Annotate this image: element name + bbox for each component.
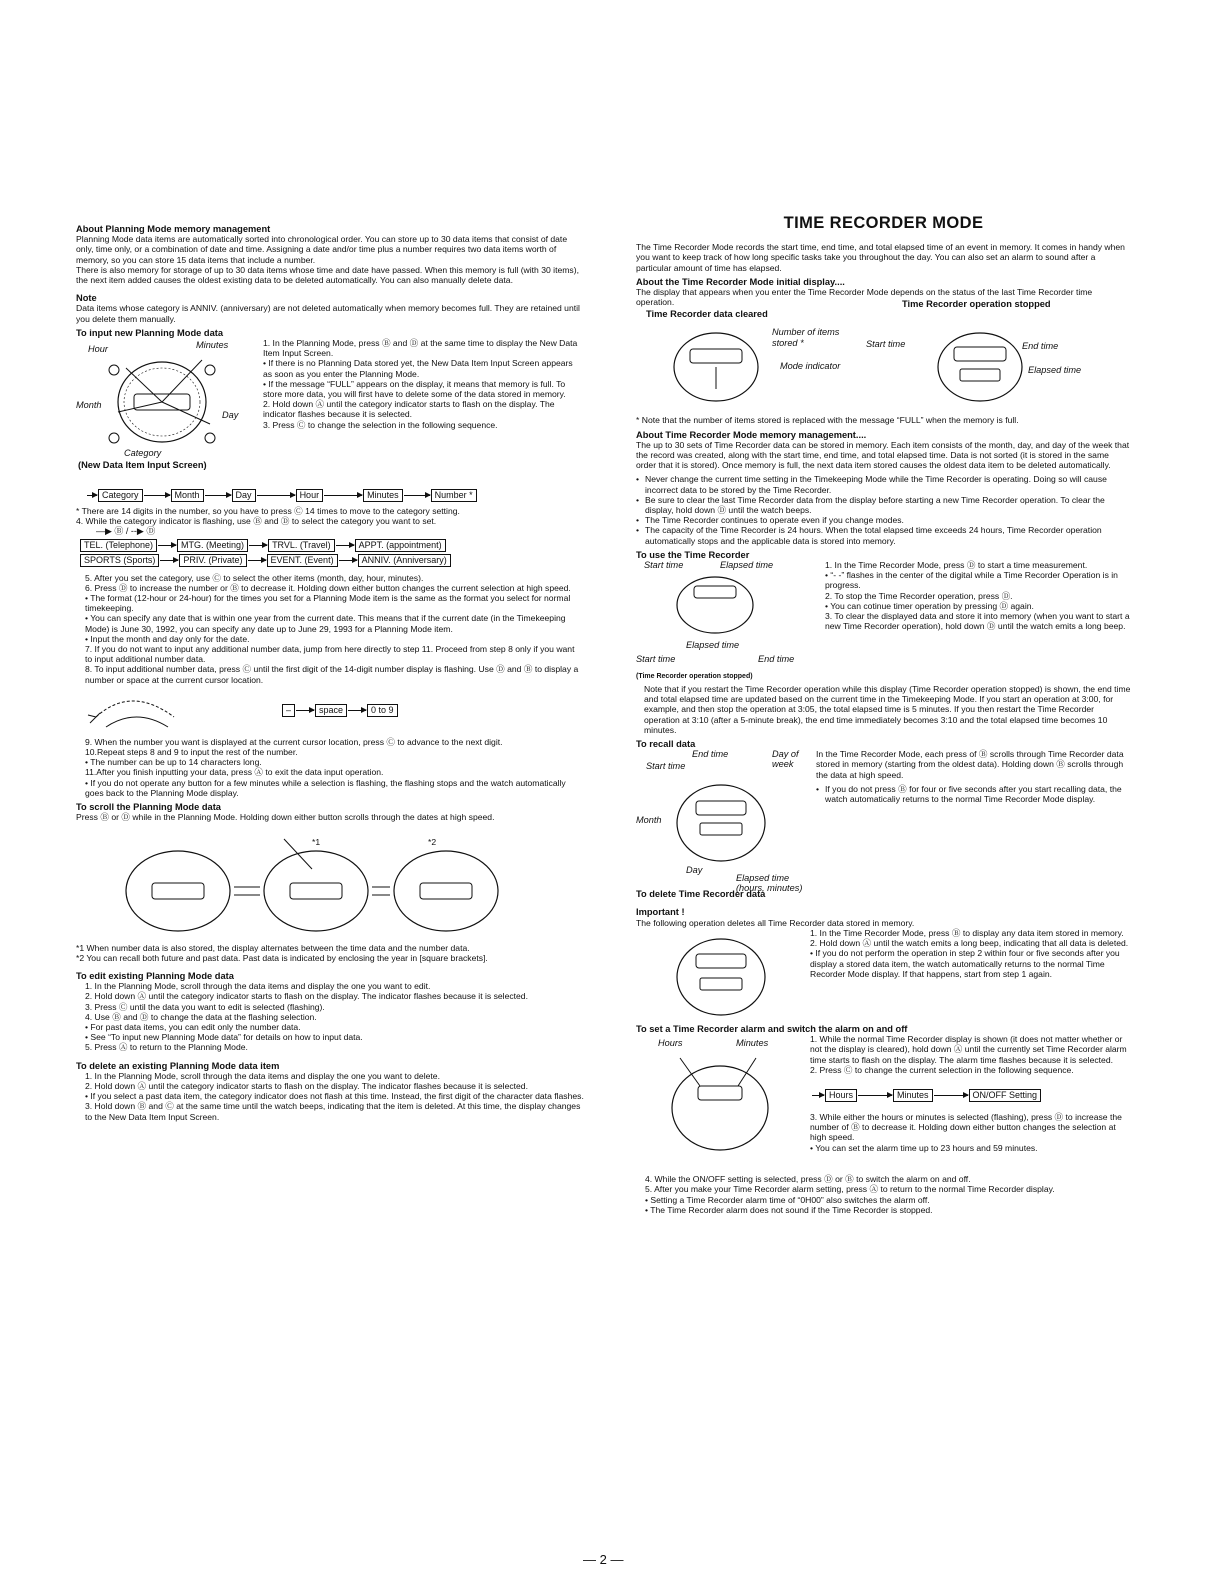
scroll-mark-1: *1	[312, 836, 321, 847]
input-heading: To input new Planning Mode data	[76, 327, 224, 338]
seq-month: Month	[171, 489, 204, 502]
list-item: • If you do not press Ⓑ for four or five seconds after you start recalling data, the watch automaticaliy returns to the normal Time Recorder Mode display.	[816, 783, 1122, 805]
list-item: • For past data items, you can edit only the number data.	[85, 1021, 301, 1032]
list-item: • The Time Recorder continues to operate even if you change modes.	[636, 515, 904, 526]
edit-steps-list	[76, 981, 584, 1052]
alarm-watch-figure	[636, 1034, 801, 1174]
list-item: 3. Press Ⓒ until the data you want to edit is selected (flashing).	[85, 1001, 325, 1012]
fig-day-label: Day	[222, 410, 239, 421]
recall-month-label: Month	[636, 815, 662, 826]
digit-display-illustration	[76, 687, 186, 735]
delete-watch-illustration	[666, 932, 776, 1022]
list-item: • Be sure to clear the last Time Recorder data from the display before starting a new Time Recorder operation. To clear the display, hold down Ⓓ until the watch beeps.	[636, 494, 1105, 516]
alarm-sequence	[811, 1089, 1131, 1102]
stopped-watch-illustration	[930, 327, 1030, 407]
delete-heading: To delete an existing Planning Mode data item	[76, 1060, 280, 1071]
fig-start-label: Start time	[866, 339, 906, 350]
list-item: 4. While the ON/OFF setting is selected, press Ⓓ or Ⓑ to switch the alarm on and off.	[645, 1174, 971, 1185]
recall-section	[636, 749, 1131, 894]
fig-minutes-label: Minutes	[196, 340, 229, 351]
list-item: 6. Press Ⓓ to increase the number or Ⓑ to decrease it. Holding down either button changes the current selection at high speed.	[85, 582, 571, 593]
list-item: • The capacity of the Time Recorder is 24 hours. When the total elapsed time exceeds 24 hours, Time Recorder operation automatically stops and the applicable data is stored into memory.	[636, 525, 1102, 546]
seq-space: space	[315, 704, 347, 717]
fig-end-label: End time	[1022, 341, 1059, 352]
list-item: • See “To input new Planning Mode data” for details on how to input data.	[85, 1032, 363, 1043]
list-item: 8. To input additional number data, press Ⓒ until the first digit of the 14-digit number display is flashing. Use Ⓓ and Ⓑ to display a number or space at the current cursor location.	[85, 664, 579, 685]
use-steps-list	[816, 560, 1131, 631]
list-item: • Setting a Time Recorder alarm time of “0H00” also switches the alarm off.	[645, 1194, 930, 1205]
list-item: 2. Hold down Ⓐ until the category indicator starts to flash on the display. The indicator flashes because it is selected.	[85, 991, 528, 1002]
list-item: 11.After you finish inputting your data, press Ⓐ to exit the data input operation.	[85, 767, 384, 778]
list-item: • The Time Recorder alarm does not sound if the Time Recorder is stopped.	[645, 1204, 933, 1215]
list-item: 5. After you make your Time Recorder alarm setting, press Ⓐ to return to the normal Time Recorder display.	[645, 1184, 1055, 1195]
important-label: Important !	[636, 907, 685, 918]
left-column	[76, 224, 584, 1122]
tr-bullets-list	[636, 474, 1131, 545]
list-item: 2. Hold down Ⓐ until the watch emits a long beep, indicating that all data is deleted.	[810, 938, 1129, 949]
list-item: 1. In the Time Recorder Mode, press Ⓓ to start a time measurement.	[825, 560, 1088, 571]
memory-paragraph-1: Planning Mode data items are automatically sorted into chronological order. You can store up to 30 data items that consist of date only, time only, or a combination of date and time. Assigning a date and/or time plus a number requires two data items worth of memory, so you can store 15 data items that include a number.	[76, 234, 568, 265]
list-item: • You can cotinue timer operation by pressing Ⓓ again.	[825, 600, 1034, 611]
list-item: • Never change the current time setting in the Timekeeping Mode while the Time Recorder is operating. Doing so will cause incorrect data to be stored by the Time Recorder.	[636, 474, 1107, 495]
list-item: 4. Use Ⓑ and Ⓓ to change the data at the flashing selection.	[85, 1011, 317, 1022]
fig-elapsed-label: Elapsed time	[1028, 365, 1082, 376]
alarm-watch-illustration	[660, 1056, 780, 1156]
list-item: 1. In the Planning Mode, press Ⓑ and Ⓓ at the same time to display the New Data Item Input Screen.	[263, 338, 578, 359]
seq-on-off: ON/OFF Setting	[969, 1089, 1042, 1102]
button-direction-legend: —▶ Ⓑ / --▶ Ⓓ	[96, 526, 156, 537]
scroll-figure	[76, 823, 584, 943]
use-elapsed-label: Elapsed time	[720, 560, 774, 571]
memory-paragraph-2: There is also memory for storage of up to 30 data items whose time and date have passed. When this memory is full (with 30 items), the next item added causes the oldest existing data to be deleted automatically. You can also manually delete data.	[76, 264, 579, 286]
seq-dash: –	[282, 704, 295, 717]
list-item: 7. If you do not want to input any additional number data, jump from here directly to step 11. Proceed from step 8 only if you want to input additional number data.	[85, 644, 575, 665]
list-item: • Input the month and day only for the date.	[85, 633, 250, 644]
list-item: 5. Press Ⓐ to return to the Planning Mode.	[85, 1042, 248, 1053]
category-anniv: ANNIV. (Anniversary)	[358, 554, 451, 567]
list-item: • If you select a past data item, the category indicator does not flash at this time. Instead, the first digit of the character data flashes.	[85, 1091, 584, 1102]
alarm-heading: To set a Time Recorder alarm and switch the alarm on and off	[636, 1023, 908, 1034]
alarm-text	[801, 1034, 1131, 1153]
seq-digit: 0 to 9	[367, 704, 398, 717]
fig-stopped-caption: Time Recorder operation stopped	[902, 299, 1051, 310]
digit-sequence	[282, 704, 398, 717]
use-caption: (Time Recorder operation stopped)	[636, 673, 753, 681]
alarm-minutes-label: Minutes	[736, 1038, 769, 1049]
category-cycle-row-1	[80, 539, 584, 552]
fig-category-label: Category	[124, 448, 162, 459]
use-heading: To use the Time Recorder	[636, 549, 750, 560]
recall-day-label: Day	[686, 865, 703, 876]
list-item: • “- -” flashes in the center of the digital while a Time Recorder Operation is in progress.	[825, 570, 1118, 591]
recall-end-label: End time	[692, 749, 729, 760]
page-title: TIME RECORDER MODE	[783, 214, 984, 232]
fig-number-label: Number of items stored *	[772, 327, 840, 348]
tr-delete-steps-list	[801, 928, 1131, 979]
cleared-watch-illustration	[666, 327, 766, 407]
page-number: — 2 —	[583, 1552, 624, 1567]
initial-paragraph: The display that appears when you enter the Time Recorder Mode depends on the status of the last Time Recorder time operation.	[636, 287, 1093, 308]
recall-heading: To recall data	[636, 739, 696, 750]
seq-alarm-minutes: Minutes	[893, 1089, 933, 1102]
input-sequence-diagram	[86, 489, 584, 502]
note-heading: Note	[76, 293, 97, 304]
use-watch-figure	[636, 560, 816, 684]
list-item: • If you do not operate any button for a few minutes while a selection is flashing, the flashing stops and the watch automatically goes back to the Planning Mode display.	[85, 777, 566, 798]
number-input-figure	[76, 685, 584, 737]
list-item: 9. When the number you want is displayed at the current cursor location, press Ⓒ to advance to the next digit.	[85, 736, 503, 747]
list-item: 3. Hold down Ⓑ and Ⓒ at the same time until the watch beeps, indicating that the item is deleted. At this time, the display changes to the New Data Item Input Screen.	[85, 1101, 581, 1122]
input-section	[76, 338, 584, 486]
category-tel: TEL. (Telephone)	[80, 539, 157, 552]
intro-paragraph: The Time Recorder Mode records the start time, end time, and total elapsed time of an event in memory. It comes in handy when you want to keep track of how long specific tasks take you throughout the day. You can also set an alarm to sound after a particular amount of time has elapsed.	[636, 242, 1125, 273]
memory-heading: About Planning Mode memory management	[76, 224, 271, 234]
note-paragraph: Data items whose category is ANNIV. (anniversary) are not deleted automatically when memory becomes full. They are retained until you delete them manually.	[76, 303, 580, 324]
list-item: • You can set the alarm time up to 23 hours and 59 minutes.	[810, 1142, 1038, 1153]
recall-text	[816, 749, 1131, 804]
list-item: 2. Press Ⓒ to change the current selection in the following sequence.	[810, 1064, 1074, 1075]
alarm-hours-label: Hours	[658, 1038, 683, 1049]
recall-start-label: Start time	[646, 761, 686, 772]
alarm-section	[636, 1034, 1131, 1174]
list-item: • If you do not perform the operation in step 2 within four or five seconds after you display a stored data item, the watch automatically returns to the normal Time Recorder Mode display. If that happens, start from step 1 again.	[810, 948, 1120, 979]
delete-watch-figure	[636, 928, 801, 1024]
scroll-paragraph: Press Ⓑ or Ⓓ while in the Planning Mode. Holding down either button scrolls through the dates at high speed.	[76, 812, 495, 823]
list-item: 5. After you set the category, use Ⓒ to select the other items (month, day, hour, minutes).	[85, 572, 424, 583]
list-item: 2. Hold down Ⓐ until the category indicator starts to flash on the display. The indicator flashes because it is selected.	[85, 1080, 528, 1091]
list-item: 3. Press Ⓒ to change the selection in the following sequence.	[263, 419, 498, 430]
initial-display-figures	[636, 299, 1131, 415]
category-appt: APPT. (appointment)	[355, 539, 446, 552]
use-section	[636, 560, 1131, 684]
use-restart-note: Note that if you restart the Time Recorder operation while this display (Time Recorder operation stopped) is shown, the end time and total elapsed time are updated based on the current time in the Timekeeping Mode. If you start an operation at 3:00, for example, and then stop the operation at 3:05, the total elapsed time is 5 minutes. If you then restart the Time Recorder operation at 3:10 (after a 5-minute break), the end time immediately becomes 3:10 and the total elapsed time becomes 10 minutes.	[644, 684, 1131, 735]
recall-elapsed-label: Elapsed time (hours, minutes)	[736, 873, 803, 894]
footnote-1: *1 When number data is also stored, the display alternates between the time data and the number data.	[76, 942, 470, 953]
steps-5-8-list	[76, 573, 584, 685]
use-start-2-label: Start time	[636, 654, 676, 665]
scroll-heading: To scroll the Planning Mode data	[76, 802, 221, 813]
category-trvl: TRVL. (Travel)	[268, 539, 335, 552]
recall-dow-label: Day of week	[772, 749, 799, 770]
use-end-2-label: End time	[758, 654, 795, 665]
category-cycle-row-2	[80, 554, 584, 567]
input-steps-list	[254, 338, 584, 430]
alarm-tail-list	[636, 1174, 1131, 1215]
fig-mode-label: Mode indicator	[780, 361, 841, 372]
tr-delete-heading: To delete Time Recorder data	[636, 889, 766, 900]
list-item: 10.Repeat steps 8 and 9 to input the rest of the number.	[85, 747, 298, 758]
seq-hour: Hour	[296, 489, 324, 502]
initial-heading: About the Time Recorder Mode initial display....	[636, 276, 845, 287]
list-item: 2. To stop the Time Recorder operation, press Ⓓ.	[825, 590, 1013, 601]
category-priv: PRIV. (Private)	[179, 554, 246, 567]
seq-minutes: Minutes	[363, 489, 403, 502]
list-item: 1. In the Time Recorder Mode, press Ⓑ to display any data item stored in memory.	[810, 927, 1124, 938]
list-item: 3. To clear the displayed data and store it into memory (when you want to start a new Time Recorder operation), hold down Ⓓ until the watch emits a long beep.	[825, 611, 1130, 632]
fig-caption: (New Data Item Input Screen)	[78, 460, 207, 471]
recall-watch-figure	[636, 749, 816, 894]
star-note: * There are 14 digits in the number, so you have to press Ⓒ 14 times to move to the category setting.	[76, 506, 460, 517]
tr-memory-paragraph: The up to 30 sets of Time Recorder data can be stored in memory. Each item consists of the month, day, and day of the week that the record was created, along with the start time, end time, and total elapsed time. Data is not sorted (it is stored in the same order that it is stored). Once memory is full, the next data item stored causes the oldest data item to be deleted automatically.	[636, 439, 1130, 471]
scroll-mark-2: *2	[428, 836, 437, 847]
list-item: 2. Hold down Ⓐ until the category indicator starts to flash on the display. The indicator flashes because it is selected.	[263, 399, 555, 420]
tr-delete-section	[636, 928, 1131, 1024]
fig-hour-label: Hour	[88, 344, 108, 355]
full-note: * Note that the number of items stored is replaced with the message “FULL” when the memory is full.	[636, 415, 1019, 426]
footnote-2: *2 You can recall both future and past data. Past data is indicated by enclosing the year in [square brackets].	[76, 952, 488, 963]
list-item: • You can specify any date that is within one year from the current date. This means that if the current date (in the Timekeeping Mode) is June 30, 1992, you can specify any date up to June 29, 1993 for a Planning Mode item.	[85, 613, 566, 634]
seq-number: Number *	[431, 489, 477, 502]
input-watch-figure	[76, 338, 254, 486]
list-item: • The format (12-hour or 24-hour) for the times you set for a Planning Mode item is the same as the format you select for normal timekeeping.	[85, 593, 571, 614]
list-item: • If the message “FULL” appears on the display, it means that memory is full. To store more data, you will first have to delete some of the data stored in memory.	[263, 378, 566, 400]
important-paragraph: The following operation deletes all Time Recorder data stored in memory.	[636, 917, 915, 928]
tr-memory-heading: About Time Recorder Mode memory management....	[636, 429, 867, 440]
category-mtg: MTG. (Meeting)	[177, 539, 248, 552]
category-sports: SPORTS (Sports)	[80, 554, 159, 567]
use-start-label: Start time	[644, 560, 684, 571]
seq-category: Category	[98, 489, 143, 502]
list-item: • If there is no Planning Data stored yet, the New Data Item Input Screen appears as soon as you enter the Planning Mode.	[263, 358, 573, 379]
list-item: 3. While either the hours or minutes is selected (flashing), press Ⓓ to increase the number of Ⓑ to decrease it. Holding down either button changes the selection at high speed.	[810, 1111, 1122, 1143]
fig-cleared-caption: Time Recorder data cleared	[646, 309, 768, 320]
fig-month-label: Month	[76, 400, 102, 411]
scroll-watches-illustration	[116, 829, 546, 941]
recall-watch-illustration	[666, 775, 776, 871]
edit-heading: To edit existing Planning Mode data	[76, 970, 234, 981]
use-watch-illustration	[670, 572, 760, 638]
list-item: 1. In the Planning Mode, scroll through the data items and display the one you want to delete.	[85, 1070, 440, 1081]
category-event: EVENT. (Event)	[267, 554, 338, 567]
seq-hours: Hours	[825, 1089, 857, 1102]
use-elapsed-2-label: Elapsed time	[686, 640, 740, 651]
delete-steps-list	[76, 1071, 584, 1122]
list-item: • The number can be up to 14 characters long.	[85, 757, 262, 768]
right-column	[636, 214, 1131, 1215]
seq-day: Day	[232, 489, 256, 502]
steps-9-11-list	[76, 737, 584, 798]
list-item: 1. While the normal Time Recorder display is shown (it does not matter whether or not the display is cleared), hold down Ⓐ until the currently set Time Recorder alarm time starts to flash on the display. The alarm time flashes because it is selected.	[810, 1034, 1127, 1065]
recall-paragraph: In the Time Recorder Mode, each press of Ⓑ scrolls through Time Recorder data stored in memory (starting from the oldest data). Holding down Ⓑ scrolls through the data at high speed.	[816, 749, 1124, 780]
watch-face-illustration	[106, 352, 226, 452]
step-4: 4. While the category indicator is flashing, use Ⓑ and Ⓓ to select the category you want to set.	[76, 516, 437, 527]
list-item: 1. In the Planning Mode, scroll through the data items and display the one you want to edit.	[85, 981, 431, 992]
